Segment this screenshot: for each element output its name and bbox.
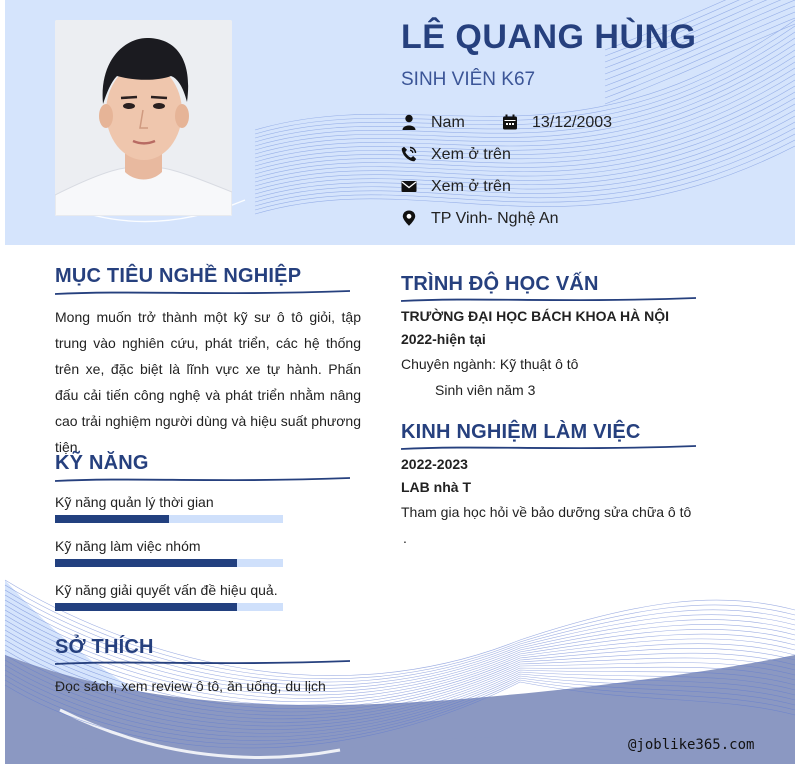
education-heading: TRÌNH ĐỘ HỌC VẤN	[401, 273, 599, 295]
address-value: TP Vinh- Nghệ An	[431, 210, 559, 227]
skill-label: Kỹ năng làm việc nhóm	[55, 538, 201, 554]
skill-bar-fill	[55, 515, 169, 523]
skill-bar-track	[55, 515, 283, 523]
phone-value: Xem ở trên	[431, 146, 511, 163]
experience-heading-underline	[401, 443, 696, 453]
skill-label: Kỹ năng quản lý thời gian	[55, 494, 214, 510]
skill-label: Kỹ năng giải quyết vấn đề hiệu quả.	[55, 582, 278, 598]
objective-heading: MỤC TIÊU NGHỀ NGHIỆP	[55, 265, 302, 287]
skill-bar-fill	[55, 603, 237, 611]
experience-extra: .	[403, 530, 407, 546]
address-row	[401, 208, 651, 230]
objective-text: Mong muốn trở thành một kỹ sư ô tô giỏi, tập trung vào nghiên cứu, phát triển, các hệ thống trên xe, đặc biệt là lĩnh vực xe tự hành. Phấn đấu cải tiến công nghệ và phát triển nhằm nâng cao trải nghiệm người dùng và hiệu suất phương tiện	[55, 309, 361, 455]
gender-value: Nam	[431, 114, 465, 131]
education-note: Sinh viên năm 3	[435, 382, 536, 398]
objective-heading-underline	[55, 288, 350, 298]
skill-bar-track	[55, 559, 283, 567]
experience-period: 2022-2023	[401, 456, 468, 472]
education-school: TRƯỜNG ĐẠI HỌC BÁCH KHOA HÀ NỘI	[401, 308, 670, 324]
hobbies-heading: SỞ THÍCH	[55, 636, 154, 658]
phone-icon	[401, 146, 417, 162]
birthdate-value: 13/12/2003	[532, 114, 613, 131]
candidate-title: SINH VIÊN K67	[401, 69, 536, 90]
map-pin-icon	[401, 210, 417, 226]
experience-heading: KINH NGHIỆM LÀM VIỆC	[401, 421, 641, 443]
education-period: 2022-hiện tại	[401, 331, 486, 347]
email-value: Xem ở trên	[431, 178, 511, 195]
skills-heading-underline	[55, 475, 350, 485]
skill-bar-track	[55, 603, 283, 611]
education-heading-underline	[401, 295, 696, 305]
user-icon	[401, 114, 417, 130]
envelope-icon	[401, 178, 417, 194]
email-row	[401, 176, 601, 198]
hobbies-heading-underline	[55, 658, 350, 668]
footer-handle: @joblike365.com	[628, 737, 755, 753]
education-major: Chuyên ngành: Kỹ thuật ô tô	[401, 356, 579, 372]
birthdate-row	[502, 112, 652, 134]
phone-row	[401, 144, 601, 166]
experience-company: LAB nhà T	[401, 479, 471, 495]
experience-description: Tham gia học hỏi về bảo dưỡng sửa chữa ô tô	[401, 504, 692, 520]
hobbies-text: Đọc sách, xem review ô tô, ăn uống, du lịch	[55, 678, 326, 694]
candidate-name: LÊ QUANG HÙNG	[401, 18, 697, 56]
profile-photo	[55, 20, 232, 216]
skills-heading: KỸ NĂNG	[55, 452, 149, 474]
calendar-icon	[502, 114, 518, 130]
skill-bar-fill	[55, 559, 237, 567]
